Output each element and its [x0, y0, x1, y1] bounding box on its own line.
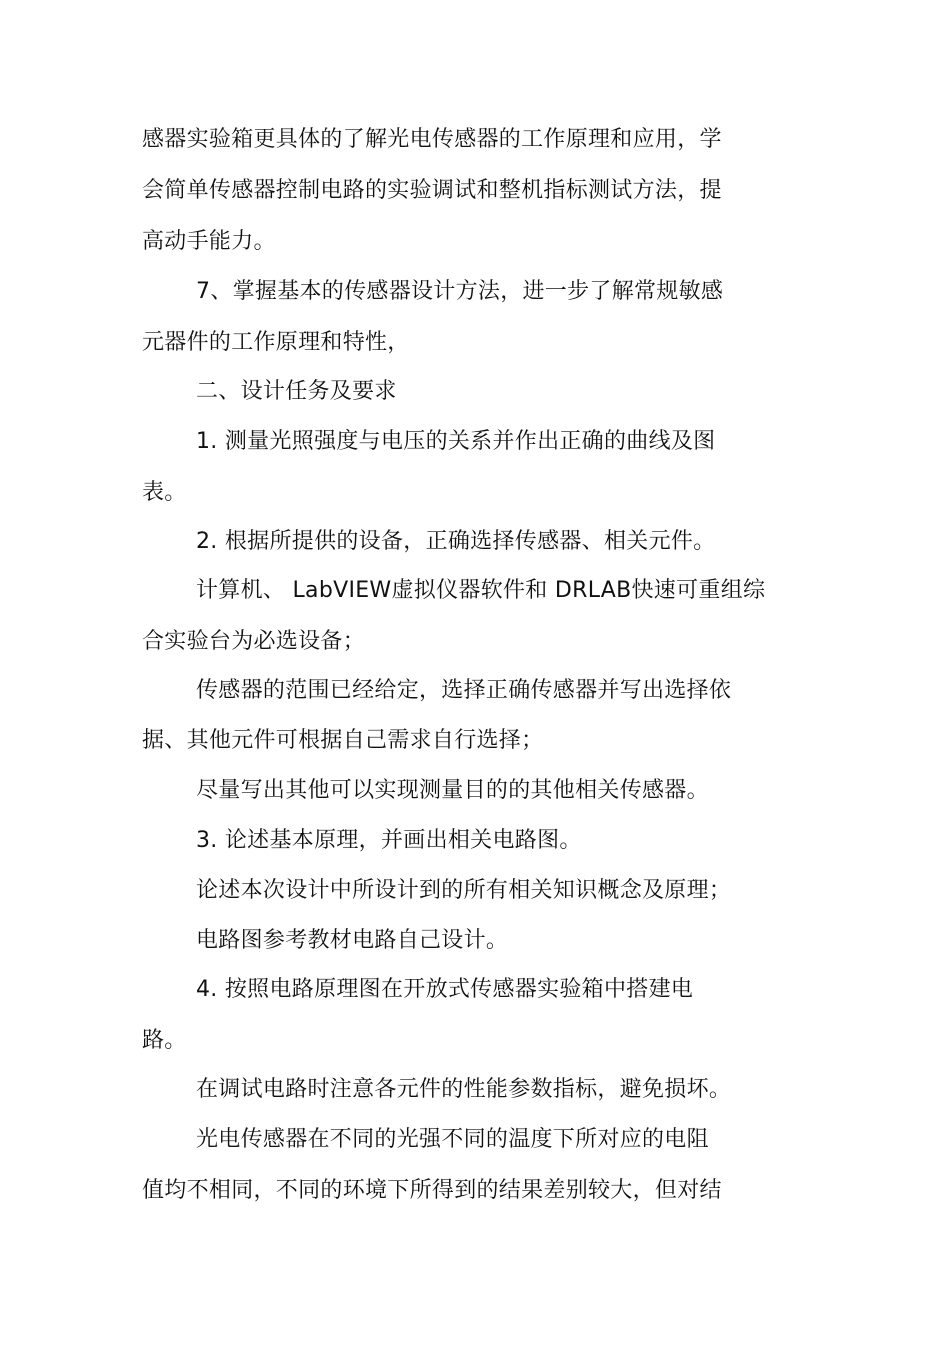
text-line: 元器件的工作原理和特性，: [142, 330, 410, 355]
text-line: 光电传感器在不同的光强不同的温度下所对应的电阻: [196, 1127, 709, 1152]
text-line: 2. 根据所提供的设备，正确选择传感器、相关元件。: [196, 529, 716, 554]
text-line: 1. 测量光照强度与电压的关系并作出正确的曲线及图: [196, 429, 716, 454]
text-line: 据、其他元件可根据自己需求自行选择；: [142, 728, 544, 753]
text-line: 值均不相同，不同的环境下所得到的结果差别较大，但对结: [142, 1178, 722, 1203]
text-line: 论述本次设计中所设计到的所有相关知识概念及原理；: [196, 878, 732, 903]
section-heading: 二、设计任务及要求: [196, 379, 397, 404]
text-line: 在调试电路时注意各元件的性能参数指标，避免损坏。: [196, 1077, 732, 1102]
text-line: 4. 按照电路原理图在开放式传感器实验箱中搭建电: [196, 977, 694, 1002]
text-line: 表。: [142, 480, 187, 505]
text-line: 会简单传感器控制电路的实验调试和整机指标测试方法，提: [142, 178, 722, 203]
text-line: 尽量写出其他可以实现测量目的的其他相关传感器。: [196, 778, 709, 803]
text-line: 路。: [142, 1028, 187, 1053]
text-line: 3. 论述基本原理，并画出相关电路图。: [196, 828, 582, 853]
text-line: 计算机、 LabVIEW虚拟仪器软件和 DRLAB快速可重组综: [196, 578, 766, 603]
text-line: 传感器的范围已经给定，选择正确传感器并写出选择依: [196, 678, 732, 703]
text-line: 电路图参考教材电路自己设计。: [196, 928, 509, 953]
text-line: 感器实验箱更具体的了解光电传感器的工作原理和应用，学: [142, 127, 722, 152]
text-line: 高动手能力。: [142, 229, 276, 254]
text-line: 7、掌握基本的传感器设计方法，进一步了解常规敏感: [196, 279, 724, 304]
text-line: 合实验台为必选设备；: [142, 629, 366, 654]
